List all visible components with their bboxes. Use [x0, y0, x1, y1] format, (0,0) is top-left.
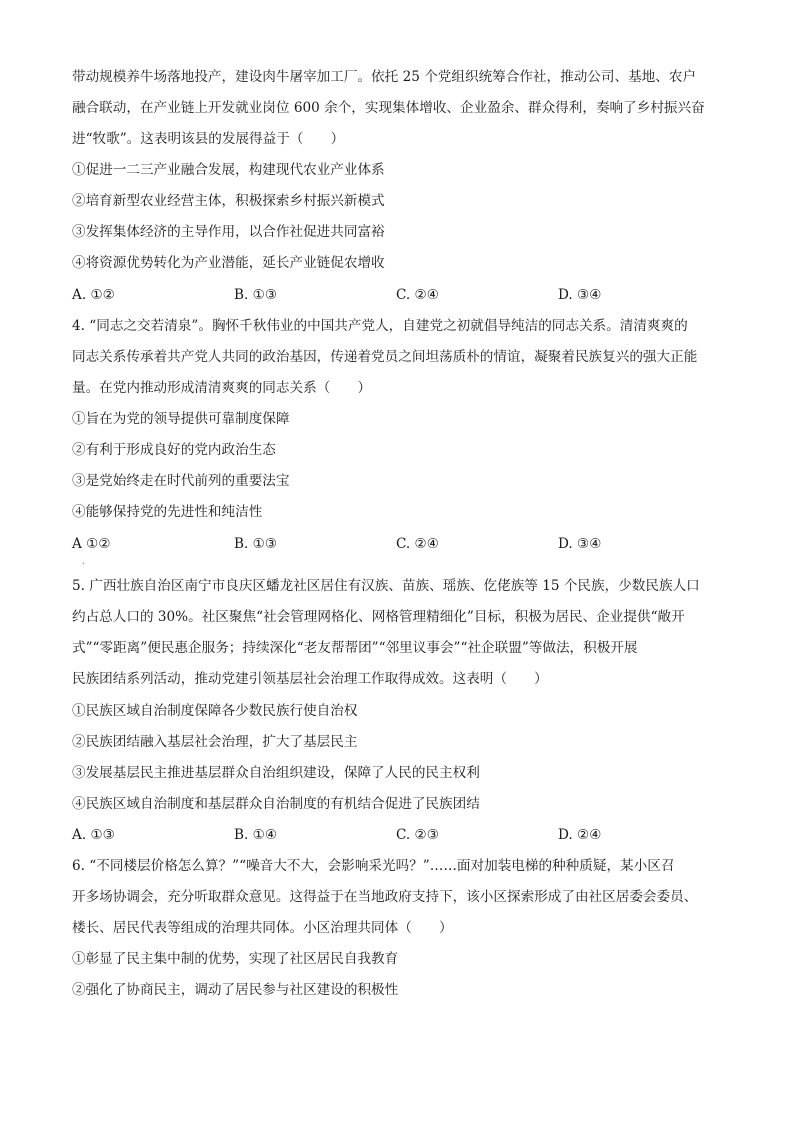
q3-choice-b: B. ①③: [234, 287, 278, 303]
q5-choice-b: B. ①④: [234, 827, 278, 843]
q5-stem-line-4: 民族团结系列活动，推动党建引领基层社会治理工作取得成效。这表明（ ）: [72, 671, 548, 687]
q4-choices: [72, 534, 732, 554]
q5-option-3: ③发展基层民主推进基层群众自治组织建设，保障了人民的民主权利: [72, 765, 480, 781]
q3-option-4: ④将资源优势转化为产业潜能，延长产业链促农增收: [72, 255, 385, 271]
q5-stem-line-2: 约占总人口的 30%。社区聚焦“社会管理网格化、网格管理精细化”目标，积极为居民、企业提供“敞开: [72, 609, 685, 625]
q5-option-1: ①民族区域自治制度保障各少数民族行使自治权: [72, 703, 358, 719]
q4-stem-line-2: 同志关系传承着共产党人共同的政治基因，传递着党员之间坦荡质朴的情谊，凝聚着民族复兴的强大正能: [72, 349, 698, 365]
q5-choices: [72, 825, 732, 845]
q6-option-2: ②强化了协商民主，调动了居民参与社区建设的积极性: [72, 982, 399, 998]
q3-option-3: ③发挥集体经济的主导作用，以合作社促进共同富裕: [72, 224, 385, 240]
q3-choice-d: D. ③④: [558, 287, 602, 303]
stray-mark: .: [82, 557, 85, 566]
q3-choice-c: C. ②④: [396, 287, 439, 303]
q4-choice-c: C. ②④: [396, 536, 439, 552]
q4-option-3: ③是党始终走在时代前列的重要法宝: [72, 473, 290, 489]
q3-option-2: ②培育新型农业经营主体，积极探索乡村振兴新模式: [72, 193, 385, 209]
q5-choice-c: C. ②③: [396, 827, 439, 843]
q5-choice-a: A. ①③: [72, 827, 115, 843]
q6-stem-line-1: 6. “不同楼层价格怎么算？”“噪音大不大，会影响采光吗？”……面对加装电梯的种种质疑，某小区召: [72, 858, 675, 874]
q4-choice-b: B. ①③: [234, 536, 278, 552]
q4-stem-line-1: 4. “同志之交若清泉”。胸怀千秋伟业的中国共产党人，自建党之初就倡导纯洁的同志关系。清清爽爽的: [72, 318, 688, 334]
q3-stem-line-1: 带动规模养牛场落地投产，建设肉牛屠宰加工厂。依托 25 个党组织统筹合作社，推动公司、基地、农户: [72, 69, 697, 85]
q5-choice-d: D. ②④: [558, 827, 602, 843]
q3-stem-line-2: 融合联动，在产业链上开发就业岗位 600 余个，实现集体增收、企业盈余、群众得利，奏响了乡村振兴奋: [72, 100, 705, 116]
q3-option-1: ①促进一二三产业融合发展，构建现代农业产业体系: [72, 162, 385, 178]
q4-stem-line-3: 量。在党内推动形成清清爽爽的同志关系（ ）: [72, 380, 372, 396]
q4-option-1: ①旨在为党的领导提供可靠制度保障: [72, 411, 290, 427]
q4-choice-d: D. ③④: [558, 536, 602, 552]
q5-option-2: ②民族团结融入基层社会治理，扩大了基层民主: [72, 734, 358, 750]
q3-choice-a: A. ①②: [72, 287, 115, 303]
q3-choices: [72, 285, 732, 305]
q5-stem-line-3: 式”“零距离”便民惠企服务；持续深化“老友帮帮团”“邻里议事会”“社企联盟”等做法，积极开展: [72, 640, 638, 656]
q3-stem-line-3: 进“牧歌”。这表明该县的发展得益于（ ）: [72, 131, 345, 147]
q5-option-4: ④民族区域自治制度和基层群众自治制度的有机结合促进了民族团结: [72, 796, 480, 812]
q6-stem-line-3: 楼长、居民代表等组成的治理共同体。小区治理共同体（ ）: [72, 920, 453, 936]
q6-option-1: ①彰显了民主集中制的优势，实现了社区居民自我教育: [72, 951, 399, 967]
q4-option-2: ②有利于形成良好的党内政治生态: [72, 442, 276, 458]
q4-option-4: ④能够保持党的先进性和纯洁性: [72, 504, 263, 520]
q6-stem-line-2: 开多场协调会，充分听取群众意见。这得益于在当地政府支持下，该小区探索形成了由社区居委会委员、: [72, 889, 698, 905]
q5-stem-line-1: 5. 广西壮族自治区南宁市良庆区蟠龙社区居住有汉族、苗族、瑶族、仡佬族等 15 个民族，少数民族人口: [72, 578, 700, 594]
q4-choice-a: A ①②: [72, 536, 111, 552]
